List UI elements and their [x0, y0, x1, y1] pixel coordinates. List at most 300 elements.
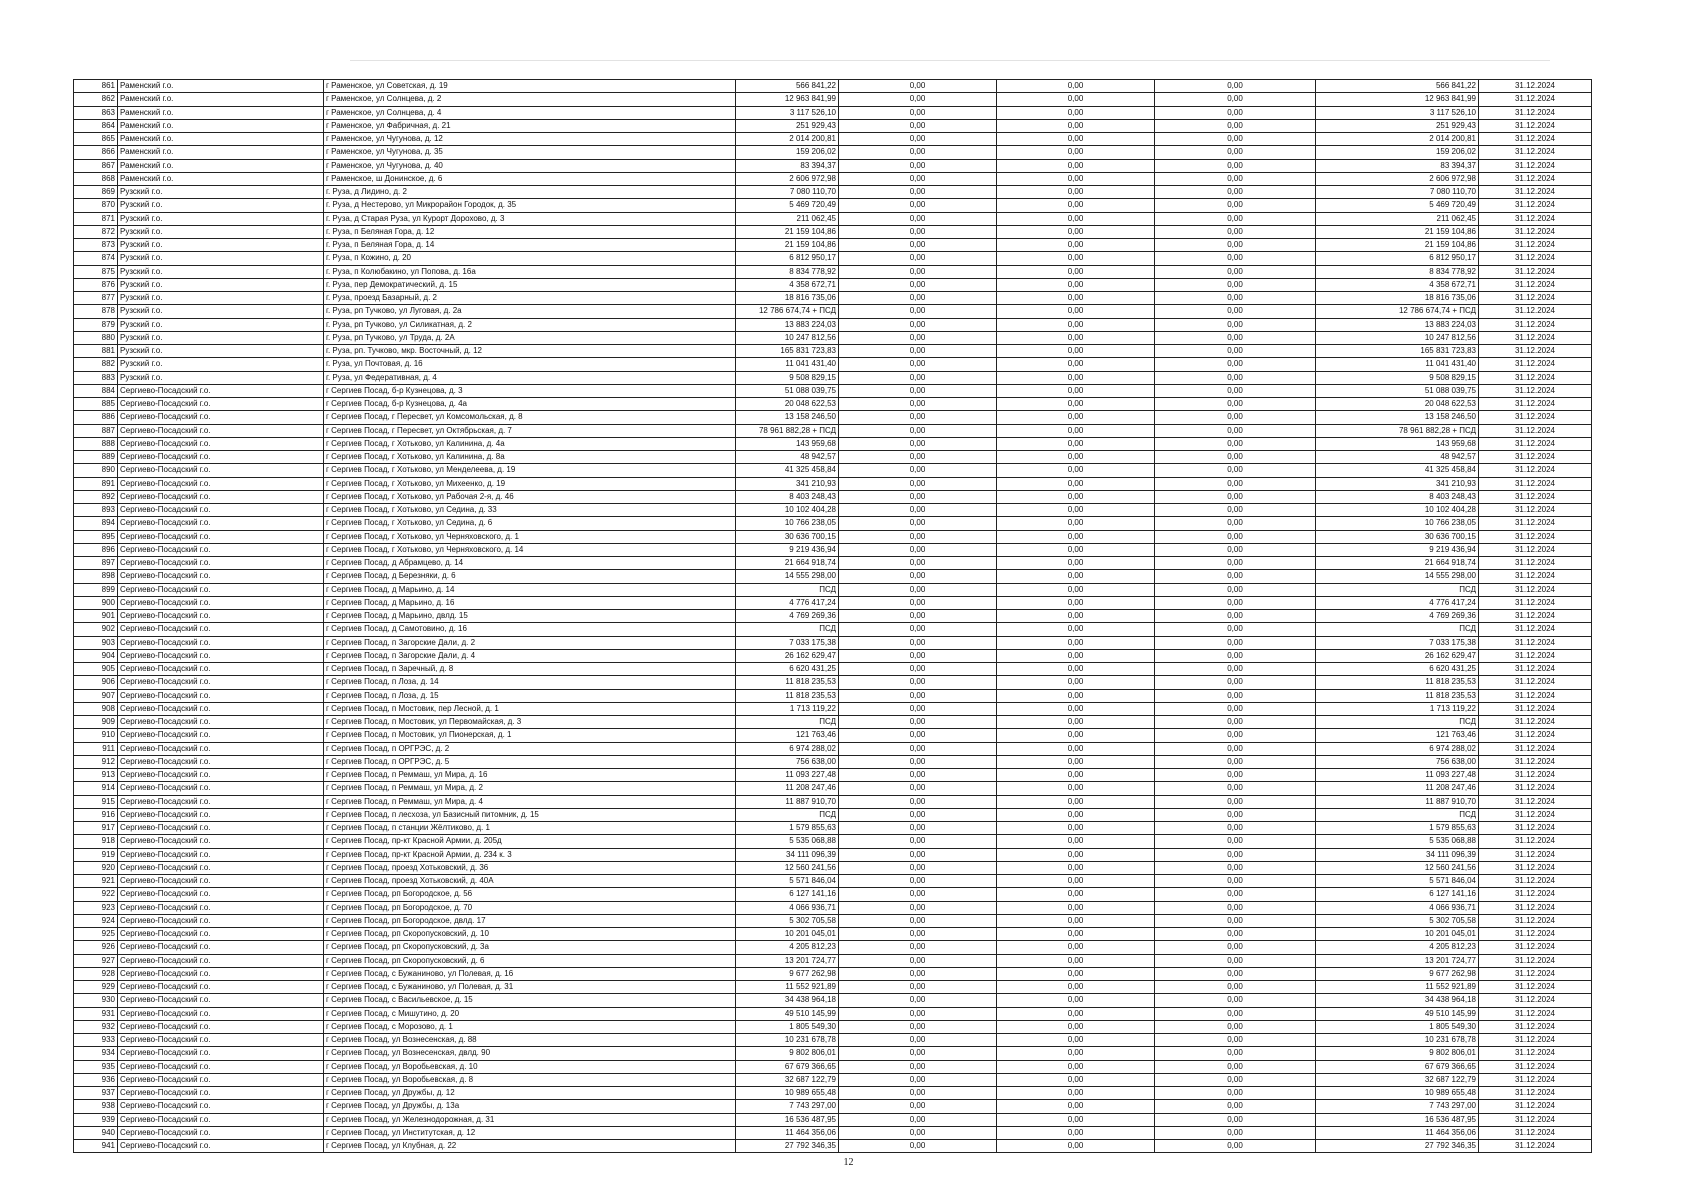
date-cell: 31.12.2024: [1479, 80, 1592, 93]
municipality-cell: Сергиево-Посадский г.о.: [118, 1113, 324, 1126]
amount-col-2-cell: 0,00: [997, 133, 1155, 146]
table-row: [74, 265, 1592, 278]
municipality-cell: Сергиево-Посадский г.о.: [118, 808, 324, 821]
municipality-cell: Сергиево-Посадский г.о.: [118, 689, 324, 702]
amount-col-1-cell: 0,00: [839, 689, 997, 702]
row-number-cell: 916: [74, 808, 118, 821]
amount-col-3-cell: 0,00: [1155, 954, 1316, 967]
amount-col-1-cell: 0,00: [839, 1073, 997, 1086]
amount-col-1-cell: 0,00: [839, 212, 997, 225]
address-cell: г. Руза, рп. Тучково, мкр. Восточный, д. 12: [324, 345, 736, 358]
address-cell: г Сергиев Посад, с Васильевское, д. 15: [324, 994, 736, 1007]
amount-col-3-cell: 0,00: [1155, 689, 1316, 702]
date-cell: 31.12.2024: [1479, 331, 1592, 344]
address-cell: г Сергиев Посад, ул Железнодорожная, д. 31: [324, 1113, 736, 1126]
amount-total-cell: 12 963 841,99: [736, 93, 839, 106]
date-cell: 31.12.2024: [1479, 199, 1592, 212]
municipality-cell: Сергиево-Посадский г.о.: [118, 994, 324, 1007]
amount-col-1-cell: 0,00: [839, 822, 997, 835]
table-row: [74, 875, 1592, 888]
amount-total-cell: 5 302 705,58: [736, 914, 839, 927]
amount-col-1-cell: 0,00: [839, 663, 997, 676]
table-row: [74, 1060, 1592, 1073]
amount-total-cell: 6 127 141,16: [736, 888, 839, 901]
date-cell: 31.12.2024: [1479, 278, 1592, 291]
amount-col-3-cell: 0,00: [1155, 967, 1316, 980]
row-number-cell: 939: [74, 1113, 118, 1126]
date-cell: 31.12.2024: [1479, 928, 1592, 941]
amount-col-3-cell: 0,00: [1155, 106, 1316, 119]
row-number-cell: 915: [74, 795, 118, 808]
address-cell: г. Руза, рп Тучково, ул Луговая, д. 2а: [324, 305, 736, 318]
address-cell: г. Руза, рп Тучково, ул Труда, д. 2А: [324, 331, 736, 344]
amount-col-1-cell: 0,00: [839, 172, 997, 185]
date-cell: 31.12.2024: [1479, 742, 1592, 755]
amount-col-3-cell: 0,00: [1155, 504, 1316, 517]
amount-col-3-cell: 0,00: [1155, 1087, 1316, 1100]
amount-col-3-cell: 0,00: [1155, 265, 1316, 278]
amount-col-3-cell: 0,00: [1155, 1100, 1316, 1113]
amount-col-3-cell: 0,00: [1155, 451, 1316, 464]
municipality-cell: Сергиево-Посадский г.о.: [118, 1140, 324, 1153]
amount-col-1-cell: 0,00: [839, 331, 997, 344]
row-number-cell: 899: [74, 583, 118, 596]
amount-col-2-cell: 0,00: [997, 239, 1155, 252]
amount-balance-cell: 13 883 224,03: [1316, 318, 1479, 331]
municipality-cell: Сергиево-Посадский г.о.: [118, 941, 324, 954]
amount-total-cell: 7 033 175,38: [736, 636, 839, 649]
date-cell: 31.12.2024: [1479, 623, 1592, 636]
table-row: [74, 941, 1592, 954]
amount-total-cell: 21 664 918,74: [736, 557, 839, 570]
amount-col-3-cell: 0,00: [1155, 782, 1316, 795]
amount-col-3-cell: 0,00: [1155, 437, 1316, 450]
amount-col-1-cell: 0,00: [839, 265, 997, 278]
row-number-cell: 864: [74, 119, 118, 132]
table-row: [74, 636, 1592, 649]
row-number-cell: 896: [74, 543, 118, 556]
amount-total-cell: 2 014 200,81: [736, 133, 839, 146]
municipality-cell: Сергиево-Посадский г.о.: [118, 504, 324, 517]
table-body: [74, 80, 1592, 1153]
municipality-cell: Сергиево-Посадский г.о.: [118, 981, 324, 994]
amount-col-2-cell: 0,00: [997, 941, 1155, 954]
table-row: [74, 663, 1592, 676]
amount-col-1-cell: 0,00: [839, 1087, 997, 1100]
municipality-cell: Сергиево-Посадский г.о.: [118, 610, 324, 623]
amount-col-2-cell: 0,00: [997, 490, 1155, 503]
amount-total-cell: 16 536 487,95: [736, 1113, 839, 1126]
date-cell: 31.12.2024: [1479, 225, 1592, 238]
row-number-cell: 934: [74, 1047, 118, 1060]
municipality-cell: Сергиево-Посадский г.о.: [118, 424, 324, 437]
date-cell: 31.12.2024: [1479, 570, 1592, 583]
table-row: [74, 795, 1592, 808]
date-cell: 31.12.2024: [1479, 530, 1592, 543]
amount-col-1-cell: 0,00: [839, 543, 997, 556]
amount-total-cell: 21 159 104,86: [736, 225, 839, 238]
municipality-cell: Сергиево-Посадский г.о.: [118, 1073, 324, 1086]
table-row: [74, 292, 1592, 305]
date-cell: 31.12.2024: [1479, 1087, 1592, 1100]
date-cell: 31.12.2024: [1479, 610, 1592, 623]
amount-balance-cell: 26 162 629,47: [1316, 649, 1479, 662]
amount-total-cell: 121 763,46: [736, 729, 839, 742]
amount-col-1-cell: 0,00: [839, 318, 997, 331]
address-cell: г Сергиев Посад, д Абрамцево, д. 14: [324, 557, 736, 570]
municipality-cell: Рузский г.о.: [118, 278, 324, 291]
amount-total-cell: 11 208 247,46: [736, 782, 839, 795]
amount-balance-cell: 341 210,93: [1316, 477, 1479, 490]
amount-total-cell: 3 117 526,10: [736, 106, 839, 119]
row-number-cell: 905: [74, 663, 118, 676]
address-cell: г. Руза, д Старая Руза, ул Курорт Дорохово, д. 3: [324, 212, 736, 225]
amount-col-2-cell: 0,00: [997, 901, 1155, 914]
amount-col-3-cell: 0,00: [1155, 596, 1316, 609]
amount-col-2-cell: 0,00: [997, 967, 1155, 980]
amount-total-cell: 4 205 812,23: [736, 941, 839, 954]
municipality-cell: Раменский г.о.: [118, 133, 324, 146]
amount-col-3-cell: 0,00: [1155, 1007, 1316, 1020]
amount-col-2-cell: 0,00: [997, 928, 1155, 941]
table-row: [74, 517, 1592, 530]
amount-balance-cell: 6 620 431,25: [1316, 663, 1479, 676]
municipality-cell: Сергиево-Посадский г.о.: [118, 570, 324, 583]
amount-col-3-cell: 0,00: [1155, 411, 1316, 424]
date-cell: 31.12.2024: [1479, 1060, 1592, 1073]
amount-col-1-cell: 0,00: [839, 1100, 997, 1113]
amount-col-2-cell: 0,00: [997, 782, 1155, 795]
row-number-cell: 871: [74, 212, 118, 225]
amount-col-2-cell: 0,00: [997, 146, 1155, 159]
municipality-cell: Рузский г.о.: [118, 318, 324, 331]
municipality-cell: Рузский г.о.: [118, 199, 324, 212]
date-cell: 31.12.2024: [1479, 318, 1592, 331]
table-row: [74, 1126, 1592, 1139]
address-cell: г Сергиев Посад, б-р Кузнецова, д. 3: [324, 384, 736, 397]
date-cell: 31.12.2024: [1479, 795, 1592, 808]
row-number-cell: 941: [74, 1140, 118, 1153]
amount-col-3-cell: 0,00: [1155, 636, 1316, 649]
amount-col-3-cell: 0,00: [1155, 557, 1316, 570]
amount-total-cell: 13 883 224,03: [736, 318, 839, 331]
amount-total-cell: 1 713 119,22: [736, 702, 839, 715]
amount-col-2-cell: 0,00: [997, 596, 1155, 609]
amount-total-cell: ПСД: [736, 808, 839, 821]
municipality-cell: Сергиево-Посадский г.о.: [118, 649, 324, 662]
table-row: [74, 504, 1592, 517]
amount-col-3-cell: 0,00: [1155, 583, 1316, 596]
date-cell: 31.12.2024: [1479, 477, 1592, 490]
amount-total-cell: 27 792 346,35: [736, 1140, 839, 1153]
amount-col-2-cell: 0,00: [997, 530, 1155, 543]
amount-col-3-cell: 0,00: [1155, 464, 1316, 477]
address-cell: г Сергиев Посад, г Хотьково, ул Михеенко, д. 19: [324, 477, 736, 490]
table-row: [74, 411, 1592, 424]
amount-col-3-cell: 0,00: [1155, 901, 1316, 914]
municipality-cell: Сергиево-Посадский г.о.: [118, 437, 324, 450]
amount-col-1-cell: 0,00: [839, 411, 997, 424]
date-cell: 31.12.2024: [1479, 822, 1592, 835]
amount-balance-cell: 4 205 812,23: [1316, 941, 1479, 954]
amount-balance-cell: 159 206,02: [1316, 146, 1479, 159]
amount-balance-cell: 5 571 846,04: [1316, 875, 1479, 888]
amount-col-1-cell: 0,00: [839, 464, 997, 477]
date-cell: 31.12.2024: [1479, 239, 1592, 252]
repair-register-table: [73, 79, 1592, 1153]
table-row: [74, 133, 1592, 146]
amount-total-cell: 13 158 246,50: [736, 411, 839, 424]
amount-col-1-cell: 0,00: [839, 398, 997, 411]
address-cell: г Сергиев Посад, г Хотьково, ул Черняховского, д. 14: [324, 543, 736, 556]
municipality-cell: Раменский г.о.: [118, 119, 324, 132]
amount-total-cell: 9 508 829,15: [736, 371, 839, 384]
row-number-cell: 861: [74, 80, 118, 93]
amount-balance-cell: 78 961 882,28 + ПСД: [1316, 424, 1479, 437]
amount-col-3-cell: 0,00: [1155, 861, 1316, 874]
municipality-cell: Рузский г.о.: [118, 292, 324, 305]
date-cell: 31.12.2024: [1479, 119, 1592, 132]
table-row: [74, 981, 1592, 994]
amount-col-1-cell: 0,00: [839, 755, 997, 768]
amount-balance-cell: 16 536 487,95: [1316, 1113, 1479, 1126]
row-number-cell: 935: [74, 1060, 118, 1073]
address-cell: г Сергиев Посад, ул Воробьевская, д. 8: [324, 1073, 736, 1086]
amount-col-3-cell: 0,00: [1155, 649, 1316, 662]
amount-col-1-cell: 0,00: [839, 80, 997, 93]
municipality-cell: Сергиево-Посадский г.о.: [118, 464, 324, 477]
amount-total-cell: 10 989 655,48: [736, 1087, 839, 1100]
amount-total-cell: 10 231 678,78: [736, 1034, 839, 1047]
amount-col-1-cell: 0,00: [839, 490, 997, 503]
amount-col-2-cell: 0,00: [997, 199, 1155, 212]
table-row: [74, 146, 1592, 159]
amount-col-3-cell: 0,00: [1155, 1140, 1316, 1153]
address-cell: г Сергиев Посад, п станции Жёлтиково, д. 1: [324, 822, 736, 835]
municipality-cell: Сергиево-Посадский г.о.: [118, 782, 324, 795]
amount-total-cell: 10 102 404,28: [736, 504, 839, 517]
row-number-cell: 885: [74, 398, 118, 411]
amount-balance-cell: 13 201 724,77: [1316, 954, 1479, 967]
amount-total-cell: 6 974 288,02: [736, 742, 839, 755]
address-cell: г Сергиев Посад, г Хотьково, ул Калинина, д. 4а: [324, 437, 736, 450]
table-row: [74, 318, 1592, 331]
address-cell: г Раменское, ул Солнцева, д. 4: [324, 106, 736, 119]
table-row: [74, 1073, 1592, 1086]
municipality-cell: Сергиево-Посадский г.о.: [118, 888, 324, 901]
table-row: [74, 835, 1592, 848]
amount-col-2-cell: 0,00: [997, 1047, 1155, 1060]
amount-total-cell: 2 606 972,98: [736, 172, 839, 185]
amount-col-1-cell: 0,00: [839, 1007, 997, 1020]
address-cell: г. Руза, ул Федеративная, д. 4: [324, 371, 736, 384]
address-cell: г Сергиев Посад, г Хотьково, ул Седина, д. 6: [324, 517, 736, 530]
amount-balance-cell: 2 014 200,81: [1316, 133, 1479, 146]
amount-balance-cell: 48 942,57: [1316, 451, 1479, 464]
amount-col-3-cell: 0,00: [1155, 530, 1316, 543]
amount-balance-cell: 11 464 356,06: [1316, 1126, 1479, 1139]
row-number-cell: 872: [74, 225, 118, 238]
row-number-cell: 932: [74, 1020, 118, 1033]
amount-total-cell: 32 687 122,79: [736, 1073, 839, 1086]
amount-total-cell: 10 201 045,01: [736, 928, 839, 941]
amount-total-cell: 341 210,93: [736, 477, 839, 490]
amount-col-1-cell: 0,00: [839, 583, 997, 596]
amount-col-3-cell: 0,00: [1155, 212, 1316, 225]
amount-balance-cell: 5 469 720,49: [1316, 199, 1479, 212]
date-cell: 31.12.2024: [1479, 888, 1592, 901]
row-number-cell: 913: [74, 769, 118, 782]
date-cell: 31.12.2024: [1479, 596, 1592, 609]
table-row: [74, 702, 1592, 715]
amount-col-3-cell: 0,00: [1155, 186, 1316, 199]
amount-col-3-cell: 0,00: [1155, 384, 1316, 397]
address-cell: г Сергиев Посад, п Мостовик, ул Первомайская, д. 3: [324, 716, 736, 729]
amount-col-2-cell: 0,00: [997, 1060, 1155, 1073]
amount-col-1-cell: 0,00: [839, 133, 997, 146]
table-row: [74, 742, 1592, 755]
amount-col-1-cell: 0,00: [839, 570, 997, 583]
amount-col-3-cell: 0,00: [1155, 292, 1316, 305]
date-cell: 31.12.2024: [1479, 186, 1592, 199]
amount-balance-cell: 143 959,68: [1316, 437, 1479, 450]
amount-col-1-cell: 0,00: [839, 1060, 997, 1073]
row-number-cell: 919: [74, 848, 118, 861]
date-cell: 31.12.2024: [1479, 875, 1592, 888]
amount-col-1-cell: 0,00: [839, 901, 997, 914]
amount-balance-cell: 13 158 246,50: [1316, 411, 1479, 424]
address-cell: г Сергиев Посад, ул Институтская, д. 12: [324, 1126, 736, 1139]
row-number-cell: 875: [74, 265, 118, 278]
amount-col-3-cell: 0,00: [1155, 822, 1316, 835]
row-number-cell: 936: [74, 1073, 118, 1086]
municipality-cell: Сергиево-Посадский г.о.: [118, 967, 324, 980]
amount-col-1-cell: 0,00: [839, 941, 997, 954]
table-row: [74, 689, 1592, 702]
amount-col-1-cell: 0,00: [839, 557, 997, 570]
date-cell: 31.12.2024: [1479, 1073, 1592, 1086]
amount-total-cell: 165 831 723,83: [736, 345, 839, 358]
amount-col-2-cell: 0,00: [997, 570, 1155, 583]
address-cell: г Сергиев Посад, п Реммаш, ул Мира, д. 16: [324, 769, 736, 782]
address-cell: г Сергиев Посад, ул Вознесенская, двлд. 90: [324, 1047, 736, 1060]
row-number-cell: 925: [74, 928, 118, 941]
amount-total-cell: 13 201 724,77: [736, 954, 839, 967]
amount-col-3-cell: 0,00: [1155, 371, 1316, 384]
amount-col-1-cell: 0,00: [839, 424, 997, 437]
amount-balance-cell: ПСД: [1316, 716, 1479, 729]
date-cell: 31.12.2024: [1479, 1113, 1592, 1126]
table-row: [74, 1047, 1592, 1060]
address-cell: г Сергиев Посад, п Загорские Дали, д. 4: [324, 649, 736, 662]
amount-col-2-cell: 0,00: [997, 557, 1155, 570]
amount-col-2-cell: 0,00: [997, 835, 1155, 848]
date-cell: 31.12.2024: [1479, 93, 1592, 106]
amount-col-1-cell: 0,00: [839, 477, 997, 490]
amount-col-1-cell: 0,00: [839, 159, 997, 172]
date-cell: 31.12.2024: [1479, 967, 1592, 980]
municipality-cell: Раменский г.о.: [118, 106, 324, 119]
address-cell: г Сергиев Посад, д Марьино, д. 14: [324, 583, 736, 596]
amount-balance-cell: 8 834 778,92: [1316, 265, 1479, 278]
row-number-cell: 877: [74, 292, 118, 305]
amount-col-2-cell: 0,00: [997, 119, 1155, 132]
amount-balance-cell: 6 812 950,17: [1316, 252, 1479, 265]
amount-balance-cell: 5 535 068,88: [1316, 835, 1479, 848]
address-cell: г Сергиев Посад, ул Дружбы, д. 12: [324, 1087, 736, 1100]
amount-col-2-cell: 0,00: [997, 1020, 1155, 1033]
municipality-cell: Сергиево-Посадский г.о.: [118, 848, 324, 861]
amount-total-cell: 9 219 436,94: [736, 543, 839, 556]
address-cell: г Сергиев Посад, рп Богородское, д. 70: [324, 901, 736, 914]
table-row: [74, 676, 1592, 689]
table-row: [74, 1087, 1592, 1100]
amount-col-2-cell: 0,00: [997, 729, 1155, 742]
date-cell: 31.12.2024: [1479, 358, 1592, 371]
address-cell: г Сергиев Посад, ул Клубная, д. 22: [324, 1140, 736, 1153]
municipality-cell: Сергиево-Посадский г.о.: [118, 914, 324, 927]
address-cell: г Сергиев Посад, п Лоза, д. 15: [324, 689, 736, 702]
address-cell: г Сергиев Посад, п Заречный, д. 8: [324, 663, 736, 676]
amount-col-3-cell: 0,00: [1155, 702, 1316, 715]
amount-col-2-cell: 0,00: [997, 1100, 1155, 1113]
row-number-cell: 868: [74, 172, 118, 185]
amount-col-2-cell: 0,00: [997, 1113, 1155, 1126]
date-cell: 31.12.2024: [1479, 517, 1592, 530]
row-number-cell: 927: [74, 954, 118, 967]
address-cell: г Сергиев Посад, г Хотьково, ул Черняховского, д. 1: [324, 530, 736, 543]
amount-col-3-cell: 0,00: [1155, 278, 1316, 291]
amount-balance-cell: 12 560 241,56: [1316, 861, 1479, 874]
amount-col-3-cell: 0,00: [1155, 570, 1316, 583]
address-cell: г Раменское, ул Чугунова, д. 35: [324, 146, 736, 159]
row-number-cell: 884: [74, 384, 118, 397]
amount-balance-cell: 8 403 248,43: [1316, 490, 1479, 503]
municipality-cell: Сергиево-Посадский г.о.: [118, 702, 324, 715]
municipality-cell: Сергиево-Посадский г.о.: [118, 822, 324, 835]
amount-col-3-cell: 0,00: [1155, 1060, 1316, 1073]
row-number-cell: 910: [74, 729, 118, 742]
amount-col-3-cell: 0,00: [1155, 345, 1316, 358]
date-cell: 31.12.2024: [1479, 636, 1592, 649]
amount-balance-cell: 30 636 700,15: [1316, 530, 1479, 543]
amount-col-2-cell: 0,00: [997, 225, 1155, 238]
municipality-cell: Сергиево-Посадский г.о.: [118, 596, 324, 609]
municipality-cell: Рузский г.о.: [118, 239, 324, 252]
row-number-cell: 921: [74, 875, 118, 888]
table-row: [74, 570, 1592, 583]
table-row: [74, 716, 1592, 729]
municipality-cell: Рузский г.о.: [118, 265, 324, 278]
amount-total-cell: 6 812 950,17: [736, 252, 839, 265]
amount-col-1-cell: 0,00: [839, 1034, 997, 1047]
amount-total-cell: 48 942,57: [736, 451, 839, 464]
amount-balance-cell: 4 769 269,36: [1316, 610, 1479, 623]
table-row: [74, 808, 1592, 821]
amount-col-1-cell: 0,00: [839, 437, 997, 450]
amount-balance-cell: 10 102 404,28: [1316, 504, 1479, 517]
address-cell: г Сергиев Посад, г Пересвет, ул Октябрьская, д. 7: [324, 424, 736, 437]
date-cell: 31.12.2024: [1479, 451, 1592, 464]
amount-total-cell: 11 464 356,06: [736, 1126, 839, 1139]
amount-total-cell: 251 929,43: [736, 119, 839, 132]
table-row: [74, 928, 1592, 941]
table-row: [74, 888, 1592, 901]
municipality-cell: Сергиево-Посадский г.о.: [118, 557, 324, 570]
amount-col-2-cell: 0,00: [997, 305, 1155, 318]
amount-balance-cell: 756 638,00: [1316, 755, 1479, 768]
address-cell: г Сергиев Посад, г Пересвет, ул Комсомольская, д. 8: [324, 411, 736, 424]
